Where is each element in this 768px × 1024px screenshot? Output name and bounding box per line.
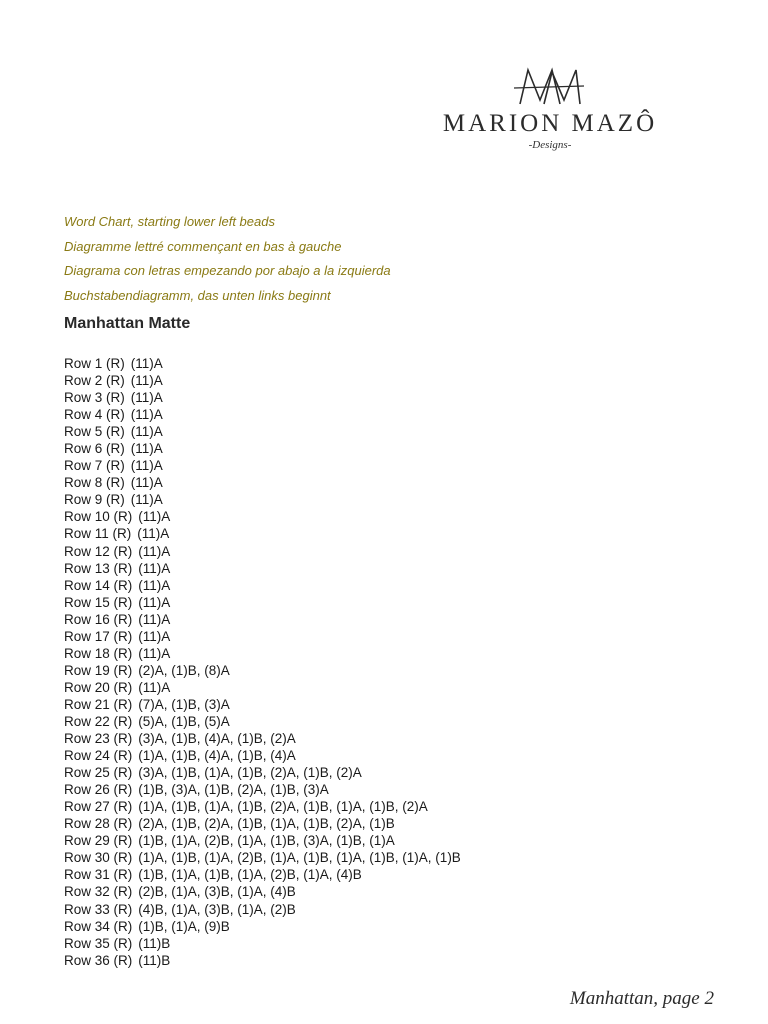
row-label: Row 20 (R) <box>64 679 133 695</box>
monogram-logo-icon <box>510 64 590 108</box>
chart-row <box>64 611 461 628</box>
row-sequence: (11)A <box>138 577 171 593</box>
row-sequence: (11)A <box>130 373 163 389</box>
chart-row <box>64 832 461 849</box>
chart-row <box>64 935 461 952</box>
row-label: Row 25 (R) <box>64 765 133 781</box>
row-sequence: (11)A <box>138 509 171 525</box>
chart-row <box>64 474 461 491</box>
row-label: Row 31 (R) <box>64 867 133 883</box>
row-sequence: (1)A, (1)B, (4)A, (1)B, (4)A <box>138 748 296 764</box>
row-sequence: (11)A <box>130 458 163 474</box>
row-label: Row 14 (R) <box>64 577 133 593</box>
row-sequence: (11)A <box>137 526 170 542</box>
chart-row <box>64 713 461 730</box>
row-sequence: (11)A <box>130 424 163 440</box>
row-sequence: (1)A, (1)B, (1)A, (1)B, (2)A, (1)B, (1)A, (1)B, (2)A <box>138 799 428 815</box>
row-label: Row 29 (R) <box>64 833 133 849</box>
chart-row <box>64 440 461 457</box>
row-sequence: (3)A, (1)B, (1)A, (1)B, (2)A, (1)B, (2)A <box>138 765 362 781</box>
intro-line-de: Buchstabendiagramm, das unten links beginnt <box>64 287 331 303</box>
row-sequence: (11)A <box>138 543 171 559</box>
row-sequence: (11)A <box>130 356 163 371</box>
row-sequence: (4)B, (1)A, (3)B, (1)A, (2)B <box>138 901 296 917</box>
row-sequence: (1)A, (1)B, (1)A, (2)B, (1)A, (1)B, (1)A, (1)B, (1)A, (1)B <box>138 850 461 866</box>
row-sequence: (11)A <box>138 645 171 661</box>
chart-row <box>64 628 461 645</box>
row-sequence: (11)A <box>130 441 163 457</box>
row-label: Row 18 (R) <box>64 645 133 661</box>
chart-row <box>64 372 461 389</box>
row-sequence: (11)A <box>138 628 171 644</box>
row-label: Row 28 (R) <box>64 816 133 832</box>
row-label: Row 2 (R) <box>64 373 125 389</box>
chart-row <box>64 730 461 747</box>
row-sequence: (2)B, (1)A, (3)B, (1)A, (4)B <box>138 884 296 900</box>
row-sequence: (1)B, (1)A, (9)B <box>138 918 230 934</box>
row-label: Row 4 (R) <box>64 407 125 423</box>
chart-row <box>64 594 461 611</box>
row-label: Row 8 (R) <box>64 475 125 491</box>
chart-row <box>64 662 461 679</box>
row-label: Row 36 (R) <box>64 952 133 968</box>
brand-name: MARION MAZÔ <box>442 110 658 137</box>
row-label: Row 35 (R) <box>64 935 133 951</box>
chart-row <box>64 764 461 781</box>
intro-line-es: Diagrama con letras empezando por abajo a la izquierda <box>64 263 391 278</box>
page-footer: Manhattan, page 2 <box>569 988 714 1009</box>
intro-line-en: Word Chart, starting lower left beads <box>64 214 275 229</box>
row-label: Row 3 (R) <box>64 390 125 406</box>
chart-row <box>64 679 461 696</box>
chart-row <box>64 883 461 900</box>
row-sequence: (3)A, (1)B, (4)A, (1)B, (2)A <box>138 731 296 747</box>
row-sequence: (11)A <box>130 407 163 423</box>
chart-row <box>64 389 461 406</box>
row-sequence: (11)B <box>138 952 171 968</box>
row-sequence: (1)B, (1)A, (2)B, (1)A, (1)B, (3)A, (1)B, (1)A <box>138 833 395 849</box>
row-sequence: (11)B <box>138 935 171 951</box>
row-label: Row 30 (R) <box>64 850 133 866</box>
chart-row <box>64 696 461 713</box>
row-label: Row 23 (R) <box>64 731 133 747</box>
chart-row <box>64 543 461 560</box>
row-sequence: (2)A, (1)B, (8)A <box>138 662 230 678</box>
row-sequence: (11)A <box>130 492 163 508</box>
chart-row <box>64 866 461 883</box>
row-label: Row 26 (R) <box>64 782 133 798</box>
chart-row <box>64 815 461 832</box>
chart-row <box>64 747 461 764</box>
row-label: Row 1 (R) <box>64 356 125 371</box>
chart-row <box>64 918 461 935</box>
row-label: Row 6 (R) <box>64 441 125 457</box>
row-sequence: (2)A, (1)B, (2)A, (1)B, (1)A, (1)B, (2)A, (1)B <box>138 816 395 832</box>
chart-row <box>64 355 461 372</box>
row-label: Row 22 (R) <box>64 713 133 729</box>
row-label: Row 13 (R) <box>64 560 133 576</box>
intro-lines <box>64 212 391 310</box>
chart-row <box>64 952 461 969</box>
row-label: Row 21 (R) <box>64 696 133 712</box>
row-sequence: (11)A <box>130 390 163 406</box>
row-label: Row 17 (R) <box>64 628 133 644</box>
row-label: Row 32 (R) <box>64 884 133 900</box>
row-label: Row 15 (R) <box>64 594 133 610</box>
row-label: Row 9 (R) <box>64 492 125 508</box>
chart-row <box>64 508 461 525</box>
brand-tagline: -Designs- <box>528 139 572 151</box>
chart-row <box>64 901 461 918</box>
row-sequence: (1)B, (1)A, (1)B, (1)A, (2)B, (1)A, (4)B <box>138 867 362 883</box>
row-sequence: (11)A <box>138 560 171 576</box>
row-label: Row 12 (R) <box>64 543 133 559</box>
row-sequence: (11)A <box>130 475 163 491</box>
chart-row <box>64 457 461 474</box>
chart-row <box>64 645 461 662</box>
row-label: Row 27 (R) <box>64 799 133 815</box>
chart-row <box>64 781 461 798</box>
row-label: Row 10 (R) <box>64 509 133 525</box>
row-label: Row 24 (R) <box>64 748 133 764</box>
row-label: Row 16 (R) <box>64 611 133 627</box>
chart-row <box>64 423 461 440</box>
row-label: Row 7 (R) <box>64 458 125 474</box>
row-label: Row 19 (R) <box>64 662 133 678</box>
word-chart-rows <box>64 355 461 969</box>
chart-row <box>64 849 461 866</box>
row-sequence: (7)A, (1)B, (3)A <box>138 696 230 712</box>
row-sequence: (11)A <box>138 594 171 610</box>
chart-row <box>64 491 461 508</box>
row-sequence: (1)B, (3)A, (1)B, (2)A, (1)B, (3)A <box>138 782 329 798</box>
row-sequence: (5)A, (1)B, (5)A <box>138 713 230 729</box>
row-label: Row 34 (R) <box>64 918 133 934</box>
chart-row <box>64 798 461 815</box>
row-label: Row 11 (R) <box>64 526 132 542</box>
chart-row <box>64 577 461 594</box>
row-sequence: (11)A <box>138 679 171 695</box>
chart-row <box>64 525 461 542</box>
row-sequence: (11)A <box>138 611 171 627</box>
chart-row <box>64 406 461 423</box>
chart-row <box>64 560 461 577</box>
row-label: Row 5 (R) <box>64 424 125 440</box>
intro-line-fr: Diagramme lettré commençant en bas à gauche <box>64 238 342 254</box>
pattern-title: Manhattan Matte <box>64 315 191 332</box>
row-label: Row 33 (R) <box>64 901 133 917</box>
brand-logo <box>440 64 660 151</box>
